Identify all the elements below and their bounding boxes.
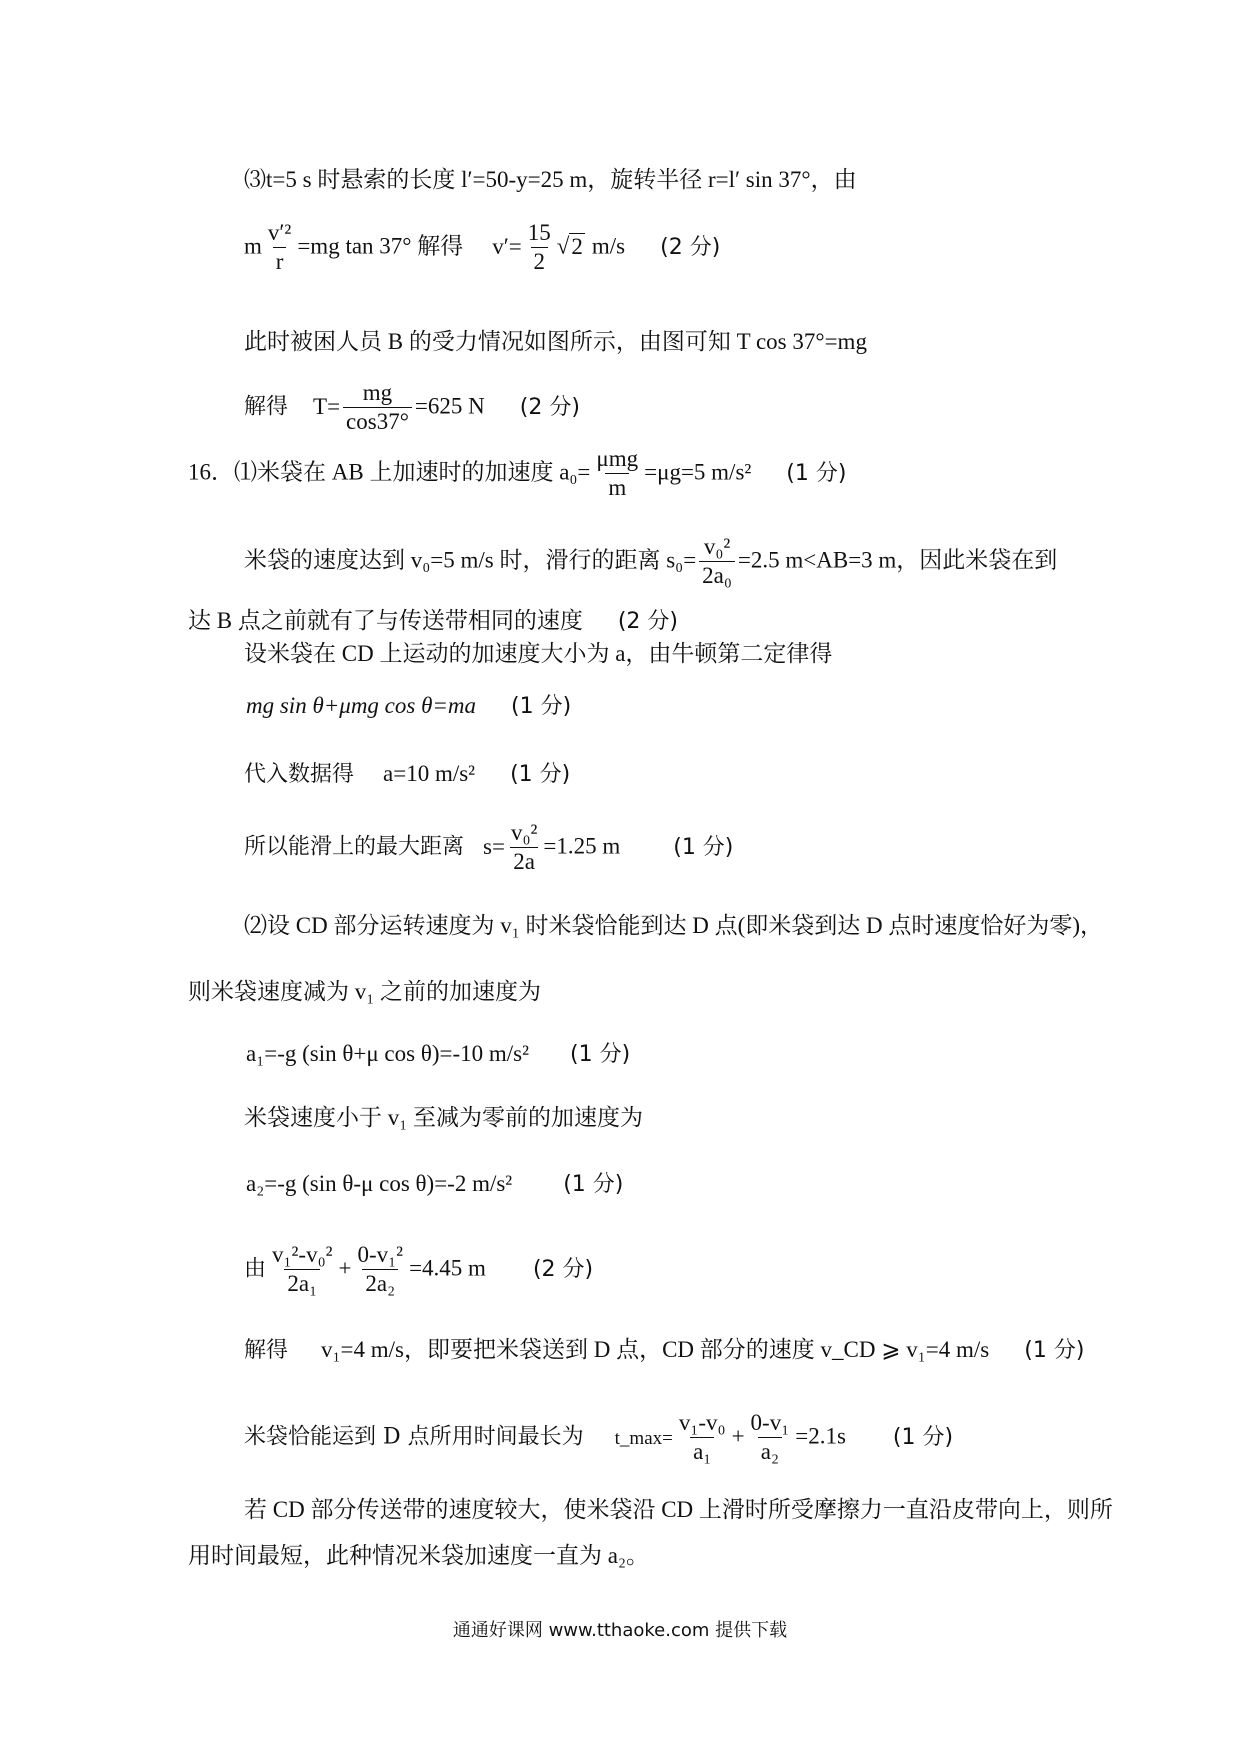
q16-line-15	[244, 1410, 953, 1465]
text: 用时间最短，此种情况米袋加速度一直为 a₂。	[188, 1543, 649, 1568]
fraction	[748, 1410, 793, 1465]
fraction	[676, 1410, 729, 1465]
denominator: m	[605, 473, 629, 501]
formula: =1.25 m	[543, 833, 621, 859]
fraction	[699, 534, 735, 589]
p3-line-4	[244, 380, 580, 435]
score: (1 分)	[673, 834, 734, 860]
formula: a₂=-g (sin θ-μ cos θ)=-2 m/s²	[246, 1171, 513, 1196]
text: 16．⑴米袋在 AB 上加速时的加速度 a₀=	[188, 459, 591, 485]
fraction	[355, 1242, 407, 1297]
radicand: 2	[571, 233, 583, 259]
p3-line-3	[244, 328, 867, 357]
q16-line-3	[188, 607, 678, 636]
p3-line-1	[244, 166, 857, 195]
q16-line-13	[244, 1242, 593, 1297]
numerator: v₁²-v₀²	[272, 1242, 333, 1267]
numerator: v₁-v₀	[678, 1410, 726, 1435]
q16-line-2	[244, 534, 1057, 589]
score: (2 分)	[519, 394, 580, 420]
formula: s=	[483, 833, 505, 859]
score: (2 分)	[660, 234, 721, 260]
denominator: a₁	[690, 1437, 714, 1465]
score: (1 分)	[1024, 1338, 1085, 1363]
text: =2.5 m<AB=3 m，因此米袋在到	[737, 547, 1058, 573]
formula: mg sin θ+μmg cos θ=ma	[246, 693, 477, 718]
formula: a=10 m/s²	[383, 761, 476, 786]
formula: =μg=5 m/s²	[644, 459, 752, 485]
operator: +	[731, 1423, 745, 1449]
q16-line-6	[244, 760, 570, 789]
formula: a₁=-g (sin θ+μ cos θ)=-10 m/s²	[246, 1041, 530, 1066]
p3-line-2	[244, 220, 720, 275]
text: 若 CD 部分传送带的速度较大，使米袋沿 CD 上滑时所受摩擦力一直沿皮带向上，则所	[244, 1497, 1113, 1522]
unit: m/s	[591, 233, 626, 259]
formula: v′=	[492, 233, 522, 259]
score: (1 分)	[563, 1172, 624, 1197]
fraction	[269, 1242, 336, 1297]
fraction	[525, 220, 554, 275]
text: ⑵设 CD 部分运转速度为 v₁ 时米袋恰能到达 D 点(即米袋到达 D 点时速度恰好为零)，	[244, 913, 1104, 938]
q16-line-17	[188, 1542, 649, 1571]
numerator: v₀²	[510, 820, 538, 845]
denominator: 2a₀	[699, 561, 735, 589]
fraction	[265, 220, 294, 275]
q16-line-4	[244, 640, 832, 669]
denominator: 2	[531, 247, 549, 275]
text: 米袋恰能运到 D 点所用时间最长为	[244, 1424, 584, 1450]
denominator: cos37°	[343, 407, 412, 435]
text: 达 B 点之前就有了与传送带相同的速度	[188, 608, 583, 633]
text: t=5 s 时悬索的长度 l′=50-y=25 m，旋转半径 r=l′ sin 37°，由	[266, 167, 857, 192]
sqrt-symbol: √	[556, 233, 570, 259]
score: (1 分)	[892, 1424, 954, 1450]
numerator: v′²	[267, 220, 292, 245]
formula: =2.1s	[795, 1423, 846, 1449]
text: v₁=4 m/s，即要把米袋送到 D 点，CD 部分的速度 v_CD ⩾ v₁=4 m/s	[321, 1337, 990, 1362]
text: 设米袋在 CD 上运动的加速度大小为 a，由牛顿第二定律得	[244, 641, 833, 666]
q16-line-10	[246, 1040, 630, 1069]
text: 所以能滑上的最大距离	[244, 834, 465, 860]
q16-line-11	[244, 1104, 643, 1133]
operator: +	[338, 1255, 352, 1281]
numerator: v₀²	[703, 534, 731, 559]
text: 米袋速度小于 v₁ 至减为零前的加速度为	[244, 1105, 644, 1130]
q16-line-12	[246, 1170, 623, 1199]
formula: =625 N	[414, 393, 485, 419]
fraction	[508, 820, 540, 875]
q16-line-7	[244, 820, 733, 875]
score: (1 分)	[570, 1042, 631, 1067]
numerator: 0-v₁	[750, 1410, 790, 1435]
fraction	[593, 446, 641, 501]
numerator: 0-v₁²	[357, 1242, 404, 1267]
numerator: μmg	[596, 446, 639, 471]
text: 由	[244, 1256, 267, 1282]
q16-line-14	[244, 1336, 1084, 1365]
score: (1 分)	[786, 460, 847, 486]
text: 米袋的速度达到 v₀=5 m/s 时，滑行的距离 s₀=	[244, 547, 697, 573]
fraction	[343, 380, 412, 435]
denominator: 2a₁	[284, 1269, 320, 1297]
q16-line-16	[244, 1496, 1113, 1525]
q16-line-1	[188, 446, 846, 501]
item-marker: ⑶	[244, 168, 267, 193]
score: (1 分)	[511, 694, 572, 719]
q16-line-5	[246, 692, 571, 721]
formula: m	[244, 233, 262, 259]
text: 此时被困人员 B 的受力情况如图所示，由图可知 T cos 37°=mg	[244, 329, 867, 354]
denominator: 2a	[510, 847, 538, 875]
q16-line-8	[244, 912, 1103, 941]
numerator: 15	[527, 220, 551, 245]
formula: =mg tan 37° 解得	[297, 233, 464, 259]
score: (1 分)	[510, 762, 571, 787]
q16-line-9	[188, 978, 541, 1007]
formula: T=	[313, 393, 341, 419]
text: 解得	[244, 394, 289, 420]
formula: =4.45 m	[409, 1255, 486, 1281]
score: (2 分)	[532, 1256, 594, 1282]
text: 解得	[244, 1338, 289, 1363]
formula: t_max=	[614, 1427, 673, 1449]
numerator: mg	[362, 380, 393, 405]
text: 代入数据得	[244, 762, 355, 787]
text: 则米袋速度减为 v₁ 之前的加速度为	[188, 979, 542, 1004]
page-footer: 通通好课网 www.tthaoke.com 提供下载	[452, 1620, 788, 1641]
score: (2 分)	[617, 609, 679, 634]
denominator: r	[273, 247, 287, 275]
denominator: 2a₂	[362, 1269, 398, 1297]
denominator: a₂	[758, 1437, 782, 1465]
